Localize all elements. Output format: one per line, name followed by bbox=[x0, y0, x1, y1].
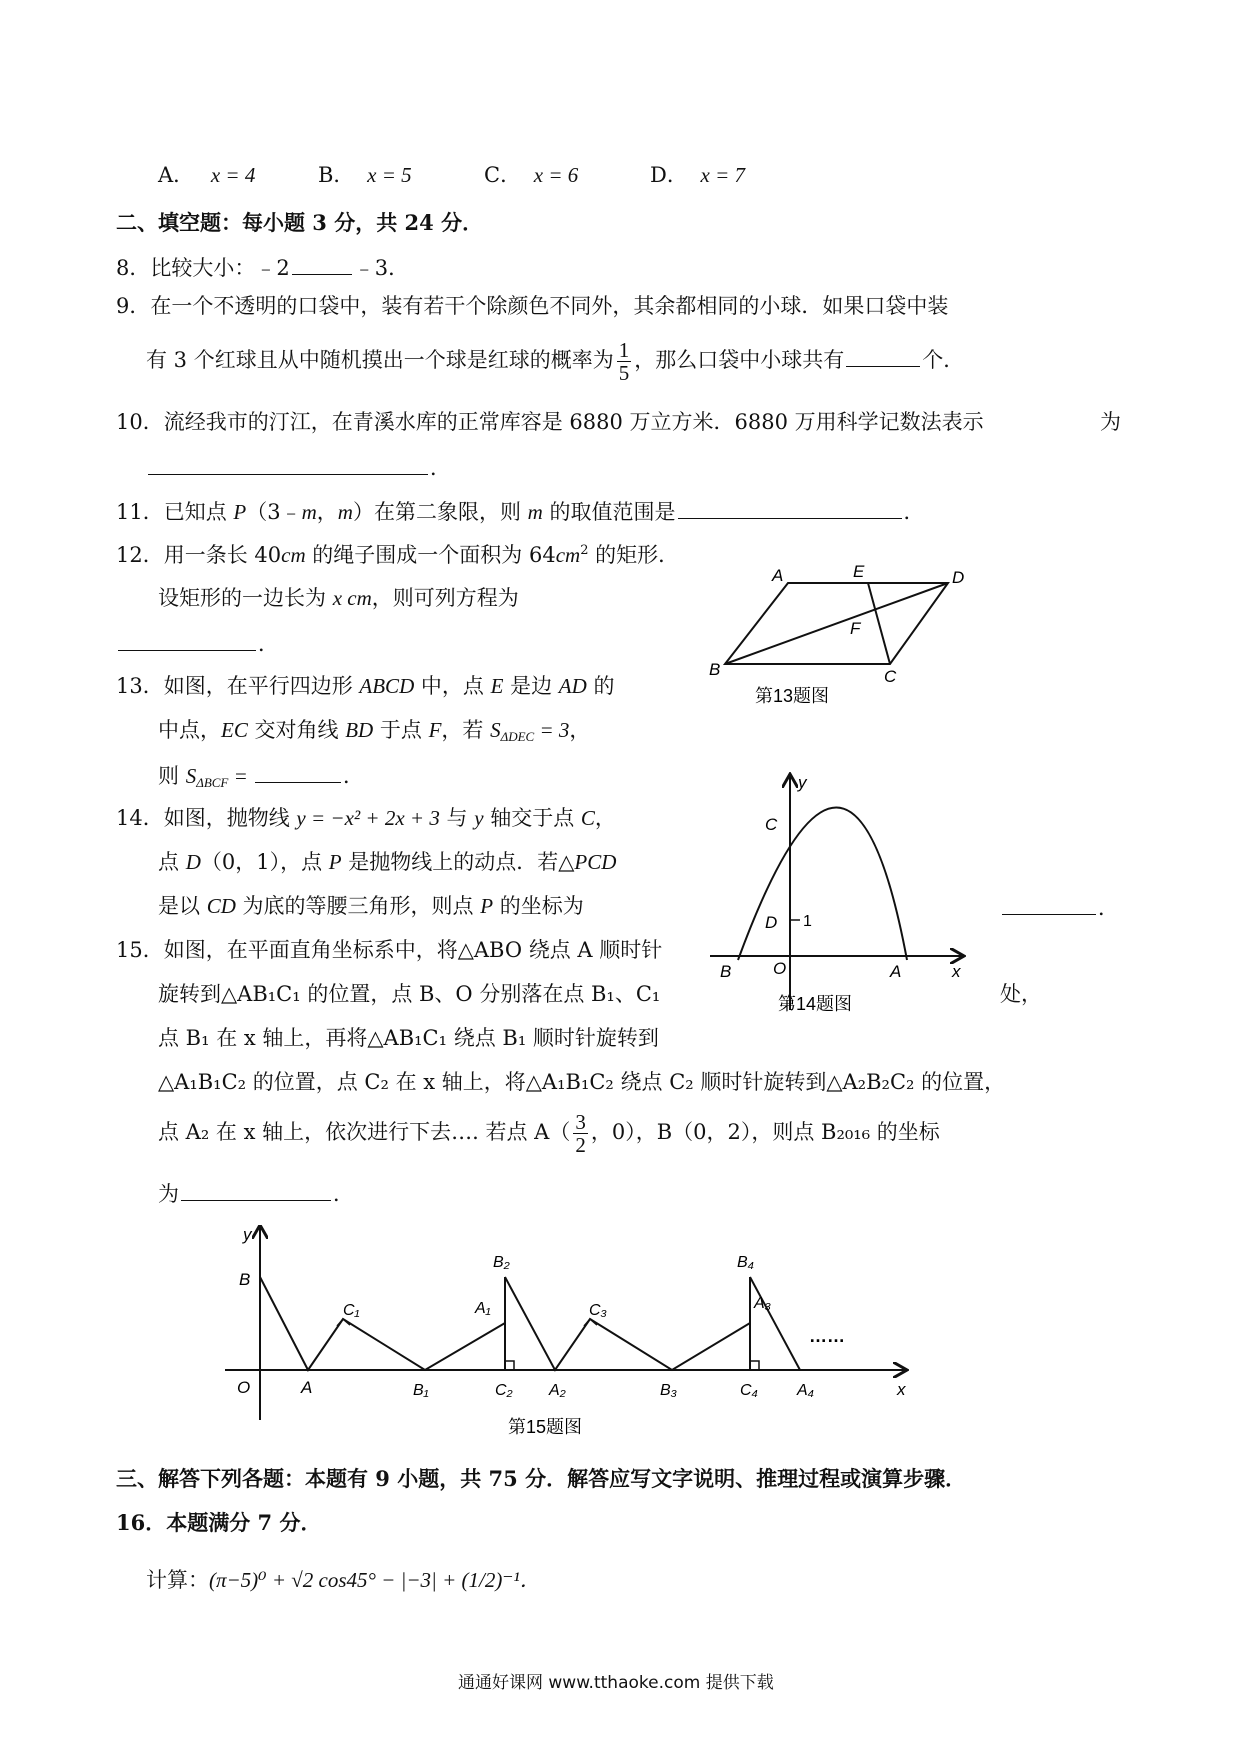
q9-text-mid: ，那么口袋中小球共有 bbox=[634, 348, 845, 372]
question-15-line6 bbox=[158, 1182, 354, 1205]
q12-text: ，则可列方程为 bbox=[371, 586, 519, 610]
label-f: F bbox=[850, 619, 861, 638]
label-c: C bbox=[765, 815, 778, 834]
var-m: m bbox=[527, 500, 543, 524]
var-m: m bbox=[301, 500, 317, 524]
figure-13-parallelogram bbox=[700, 555, 980, 715]
label-y: y bbox=[243, 1225, 252, 1244]
right-angle-c4 bbox=[750, 1361, 759, 1370]
q14-text: 是以 bbox=[158, 894, 207, 918]
label-b2: B₂ bbox=[493, 1254, 510, 1271]
question-15-line5 bbox=[158, 1108, 940, 1156]
question-15-line2: 旋转到△AB₁C₁ 的位置，点 B、O 分别落在点 B₁、C₁ bbox=[158, 982, 661, 1006]
question-13-line3 bbox=[158, 764, 364, 789]
unit-cm: cm bbox=[555, 543, 581, 567]
question-16-expression bbox=[146, 1570, 541, 1591]
diagonal-bd bbox=[725, 583, 948, 664]
var-f: F bbox=[428, 718, 442, 742]
fraction-three-halves bbox=[573, 1111, 588, 1156]
triangles-path-1 bbox=[260, 1277, 505, 1370]
label-a: A bbox=[301, 1378, 313, 1397]
q13-eq: = 3 bbox=[534, 718, 570, 742]
figure-14-parabola bbox=[700, 770, 980, 1030]
var-abcd: ABCD bbox=[359, 674, 415, 698]
q8-text: 8．比较大小：﹣2 bbox=[116, 256, 290, 280]
q15-text: 为 bbox=[158, 1182, 179, 1206]
answer-blank[interactable] bbox=[292, 256, 352, 275]
var-y: y bbox=[474, 806, 484, 830]
figure-15-rotation bbox=[225, 1225, 925, 1440]
var-p: P bbox=[328, 850, 342, 874]
var-m: m bbox=[337, 500, 353, 524]
option-letter: D． bbox=[650, 163, 688, 187]
option-letter: C． bbox=[484, 163, 522, 187]
label-d: D bbox=[765, 913, 778, 932]
q14-text: （0，1），点 bbox=[200, 850, 329, 874]
frac-num: 3 bbox=[575, 1109, 586, 1134]
figure-13-caption: 第13题图 bbox=[755, 686, 830, 706]
parabola-curve bbox=[738, 808, 907, 961]
answer-blank[interactable] bbox=[255, 764, 341, 783]
question-13-line2 bbox=[158, 720, 590, 743]
question-12-line2 bbox=[158, 588, 519, 609]
q14-end: ． bbox=[1098, 896, 1119, 920]
question-15-line1: 15．如图，在平面直角坐标系中，将△ABO 绕点 A 顺时针 bbox=[116, 938, 663, 962]
q14-text: 14．如图，抛物线 bbox=[116, 806, 297, 830]
label-b4: B₄ bbox=[737, 1254, 755, 1271]
unit-cm: cm bbox=[281, 543, 306, 567]
answer-blank[interactable] bbox=[678, 500, 902, 519]
frac-den: 2 bbox=[575, 1133, 586, 1157]
question-12-line1 bbox=[116, 544, 679, 566]
label-b: B bbox=[720, 962, 732, 981]
q13-end: ． bbox=[343, 764, 365, 788]
subscript-dec: ΔDEC bbox=[500, 729, 535, 744]
question-15-line4: △A₁B₁C₂ 的位置，点 C₂ 在 x 轴上，将△A₁B₁C₂ 绕点 C₂ 顺时针旋转到△A₂B₂C₂ 的位置， bbox=[158, 1070, 1006, 1094]
question-11 bbox=[116, 500, 925, 523]
answer-blank[interactable] bbox=[148, 456, 428, 475]
q11-text: （3﹣ bbox=[246, 500, 302, 524]
q13-text: 交对角线 bbox=[247, 718, 346, 742]
option-expr: x = 5 bbox=[367, 163, 412, 187]
q14-text: 与 bbox=[439, 806, 475, 830]
q11-text: 的取值范围是 bbox=[542, 500, 676, 524]
label-b: B bbox=[709, 660, 721, 679]
option-expr: x = 7 bbox=[700, 163, 746, 187]
question-8 bbox=[116, 256, 409, 279]
q13-text: 于点 bbox=[373, 718, 429, 742]
q7-option-b bbox=[318, 165, 412, 186]
question-14-line2 bbox=[158, 852, 616, 873]
frac-num: 1 bbox=[618, 337, 630, 362]
q12-end: ． bbox=[258, 632, 279, 656]
label-c2: C₂ bbox=[495, 1382, 513, 1399]
label-x: x bbox=[897, 1380, 906, 1399]
question-14-line1 bbox=[116, 808, 616, 829]
frac-den: 5 bbox=[618, 361, 630, 385]
label-b1: B₁ bbox=[413, 1382, 429, 1399]
label-a: A bbox=[772, 566, 784, 585]
var-p: P bbox=[233, 500, 247, 524]
answer-blank[interactable] bbox=[118, 632, 256, 651]
label-dots: …… bbox=[809, 1326, 845, 1346]
label-b: B bbox=[239, 1270, 251, 1289]
label-c3: C₃ bbox=[589, 1302, 607, 1319]
answer-blank[interactable] bbox=[1002, 896, 1096, 915]
figure-15-caption: 第15题图 bbox=[508, 1417, 583, 1437]
q15-text: 点 A₂ 在 x 轴上，依次进行下去…. 若点 A（ bbox=[158, 1120, 571, 1144]
question-9-line2 bbox=[146, 338, 964, 384]
label-c1: C₁ bbox=[343, 1302, 360, 1319]
question-9-line1: 9．在一个不透明的口袋中，装有若干个除颜色不同外，其余都相同的小球．如果口袋中装 bbox=[116, 294, 949, 318]
q13-eq: = bbox=[228, 764, 254, 788]
label-b3: B₃ bbox=[660, 1382, 678, 1399]
var-e: E bbox=[490, 674, 504, 698]
fraction-one-fifth bbox=[617, 339, 632, 384]
segment-ec bbox=[868, 583, 890, 664]
label-one: 1 bbox=[803, 913, 812, 930]
question-15-line3: 点 B₁ 在 x 轴上，再将△AB₁C₁ 绕点 B₁ 顺时针旋转到 bbox=[158, 1026, 659, 1050]
q16-label: 计算： bbox=[146, 1568, 209, 1592]
question-10-line2 bbox=[146, 456, 451, 479]
label-a4: A₄ bbox=[797, 1382, 815, 1399]
question-12-line3 bbox=[116, 632, 279, 655]
var-s: S bbox=[490, 718, 501, 742]
q13-text: 则 bbox=[158, 764, 186, 788]
q13-text: 13．如图，在平行四边形 bbox=[116, 674, 360, 698]
q14-text: 点 bbox=[158, 850, 186, 874]
label-a2: A₂ bbox=[549, 1382, 566, 1399]
option-expr: x = 4 bbox=[210, 163, 256, 187]
q13-text: 是边 bbox=[503, 674, 559, 698]
label-a1: A₁ bbox=[475, 1300, 491, 1317]
var-bd: BD bbox=[345, 718, 374, 742]
q12-text: 12．用一条长 40 bbox=[116, 543, 282, 567]
label-e: E bbox=[853, 562, 865, 581]
q7-option-a bbox=[158, 165, 255, 186]
calc-expression: (π−5)⁰ + √2 cos45° − |−3| + (1/2)⁻¹． bbox=[209, 1568, 541, 1592]
option-letter: A． bbox=[158, 163, 195, 187]
question-15-line2-end: 处， bbox=[1000, 982, 1042, 1006]
q14-text: 是抛物线上的动点．若△ bbox=[341, 850, 575, 874]
q11-text: 11．已知点 bbox=[116, 500, 234, 524]
q15-end: ． bbox=[333, 1182, 354, 1206]
q14-text: 为底的等腰三角形，则点 bbox=[235, 894, 481, 918]
option-letter: B． bbox=[318, 163, 355, 187]
parabola-equation: y = −x² + 2x + 3 bbox=[296, 806, 440, 830]
label-o: O bbox=[237, 1378, 251, 1397]
q14-text: 轴交于点 bbox=[483, 806, 581, 830]
q15-text: ，0），B（0，2），则点 B₂₀₁₆ 的坐标 bbox=[590, 1120, 940, 1144]
q7-option-c bbox=[484, 165, 578, 186]
q12-text: 的绳子围成一个面积为 64 bbox=[305, 543, 556, 567]
q14-text: ， bbox=[594, 806, 616, 830]
var-cd: CD bbox=[206, 894, 236, 918]
label-o: O bbox=[773, 959, 787, 978]
q13-text: 的 bbox=[586, 674, 615, 698]
answer-blank[interactable] bbox=[846, 348, 920, 367]
section2-heading: 二、填空题：每小题 3 分，共 24 分． bbox=[116, 210, 484, 235]
footer-text: 通通好课网 www.tthaoke.com 提供下载 bbox=[458, 1673, 774, 1693]
subscript-bcf: ΔBCF bbox=[196, 775, 229, 790]
section3-heading: 三、解答下列各题：本题有 9 小题，共 75 分．解答应写文字说明、推理过程或演算步骤． bbox=[116, 1466, 967, 1491]
q8-text-end: ﹣3． bbox=[353, 256, 410, 280]
right-angle-c2 bbox=[505, 1361, 514, 1370]
question-14-line3 bbox=[158, 896, 584, 917]
q13-text: ， bbox=[569, 718, 591, 742]
question-14-answer bbox=[1000, 896, 1119, 919]
segment-b4-a4 bbox=[750, 1277, 800, 1370]
question-16-title: 16．本题满分 7 分． bbox=[116, 1510, 322, 1535]
var-pcd: PCD bbox=[574, 850, 617, 874]
q13-text: 中，点 bbox=[414, 674, 491, 698]
q11-text: ， bbox=[316, 500, 338, 524]
var-x: x bbox=[332, 586, 343, 610]
question-13-line1 bbox=[116, 676, 614, 697]
label-y: y bbox=[798, 773, 807, 792]
option-expr: x = 6 bbox=[533, 163, 579, 187]
q10-end: ． bbox=[430, 456, 451, 480]
label-c4: C₄ bbox=[740, 1382, 758, 1399]
q13-text: 中点， bbox=[158, 718, 221, 742]
label-a3: A₃ bbox=[754, 1295, 772, 1312]
q9-text-end: 个． bbox=[922, 348, 965, 372]
q11-end: ． bbox=[903, 500, 925, 524]
label-a: A bbox=[890, 962, 902, 981]
q7-option-d bbox=[650, 165, 745, 186]
var-s: S bbox=[185, 764, 197, 788]
triangles-path-2 bbox=[505, 1277, 750, 1370]
figure-14-caption: 第14题图 bbox=[778, 994, 853, 1014]
label-x: x bbox=[952, 962, 961, 981]
var-p: P bbox=[480, 894, 494, 918]
q11-text: ）在第二象限，则 bbox=[352, 500, 528, 524]
q12-text: 设矩形的一边长为 bbox=[158, 586, 333, 610]
question-10-line1-end: 为 bbox=[1100, 410, 1121, 434]
var-c: C bbox=[580, 806, 595, 830]
answer-blank[interactable] bbox=[181, 1182, 331, 1201]
label-d: D bbox=[952, 568, 965, 587]
unit-cm: cm bbox=[342, 586, 372, 610]
var-ec: EC bbox=[221, 718, 248, 742]
question-10-line1: 10．流经我市的汀江，在青溪水库的正常库容是 6880 万立方米．6880 万用科学记数法表示 bbox=[116, 410, 984, 434]
label-c: C bbox=[884, 667, 897, 686]
q14-text: 的坐标为 bbox=[493, 894, 584, 918]
q9-text: 有 3 个红球且从中随机摸出一个球是红球的概率为 bbox=[146, 348, 614, 372]
q12-text: 的矩形． bbox=[588, 543, 680, 567]
q13-text: ，若 bbox=[441, 718, 491, 742]
var-d: D bbox=[185, 850, 201, 874]
superscript: 2 bbox=[580, 543, 589, 558]
var-ad: AD bbox=[558, 674, 587, 698]
